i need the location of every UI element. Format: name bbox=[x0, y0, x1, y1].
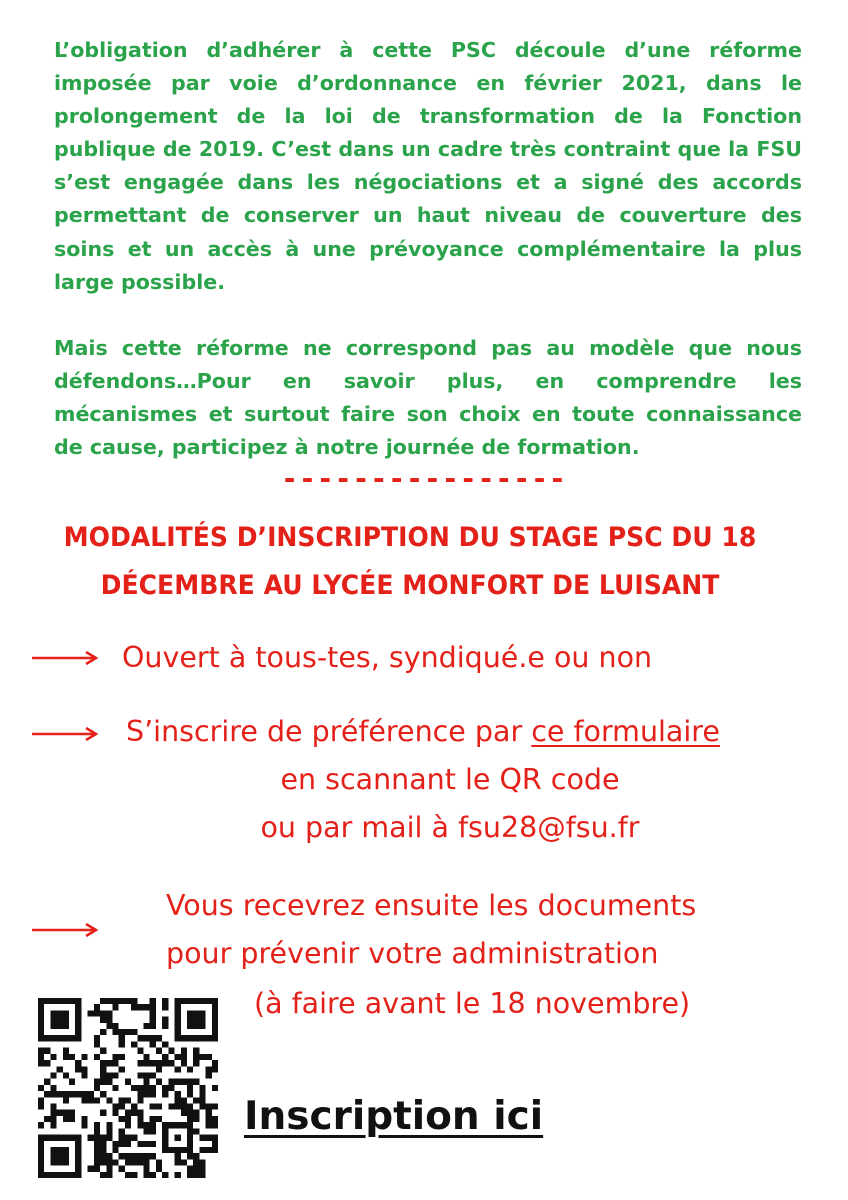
docs-deadline: (à faire avant le 18 novembre) bbox=[254, 987, 691, 1020]
intro-paragraph-1: L’obligation d’adhérer à cette PSC découle d’une réforme imposée par voie d’ordonnance en février 2021, dans le prolongement de la loi de transformation de la Fonction publique de 2019. C’est dans un cadre très contraint que la FSU s’est engagée dans les négociations et a signé des accords permettant de conserver un haut niveau de couverture des soins et un accès à une prévoyance complémentaire la plus large possible. bbox=[54, 38, 802, 294]
register-qr-text: en scannant le QR code bbox=[280, 763, 620, 796]
page-heading bbox=[57, 514, 764, 610]
qr-code[interactable] bbox=[38, 998, 218, 1178]
right-arrow-icon bbox=[30, 922, 100, 938]
heading-line-2: DÉCEMBRE AU LYCÉE MONFORT DE LUISANT bbox=[100, 570, 720, 601]
register-line bbox=[126, 708, 720, 756]
right-arrow-icon bbox=[30, 650, 100, 666]
intro-text bbox=[54, 34, 802, 464]
right-arrow-icon bbox=[30, 726, 100, 742]
register-prefix: S’inscrire de préférence par bbox=[126, 715, 532, 748]
open-to-all-text: Ouvert à tous-tes, syndiqué.e ou non bbox=[122, 641, 653, 674]
docs-line-1: Vous recevrez ensuite les documents bbox=[166, 889, 697, 922]
separator: ---------------- bbox=[281, 462, 567, 495]
intro-paragraph-2: Mais cette réforme ne correspond pas au modèle que nous défendons…Pour en savoir plus, en comprendre les mécanismes et surtout faire son choix en toute connaissance de cause, participez à notre journée de formation. bbox=[54, 335, 802, 460]
heading-line-1: MODALITÉS D’INSCRIPTION DU STAGE PSC DU 18 bbox=[63, 522, 757, 553]
docs-line-2: pour prévenir votre administration bbox=[166, 937, 659, 970]
form-link[interactable]: ce formulaire bbox=[531, 715, 720, 748]
inscription-label[interactable]: Inscription ici bbox=[244, 1094, 544, 1139]
register-mail-text: ou par mail à fsu28@fsu.fr bbox=[260, 811, 640, 844]
